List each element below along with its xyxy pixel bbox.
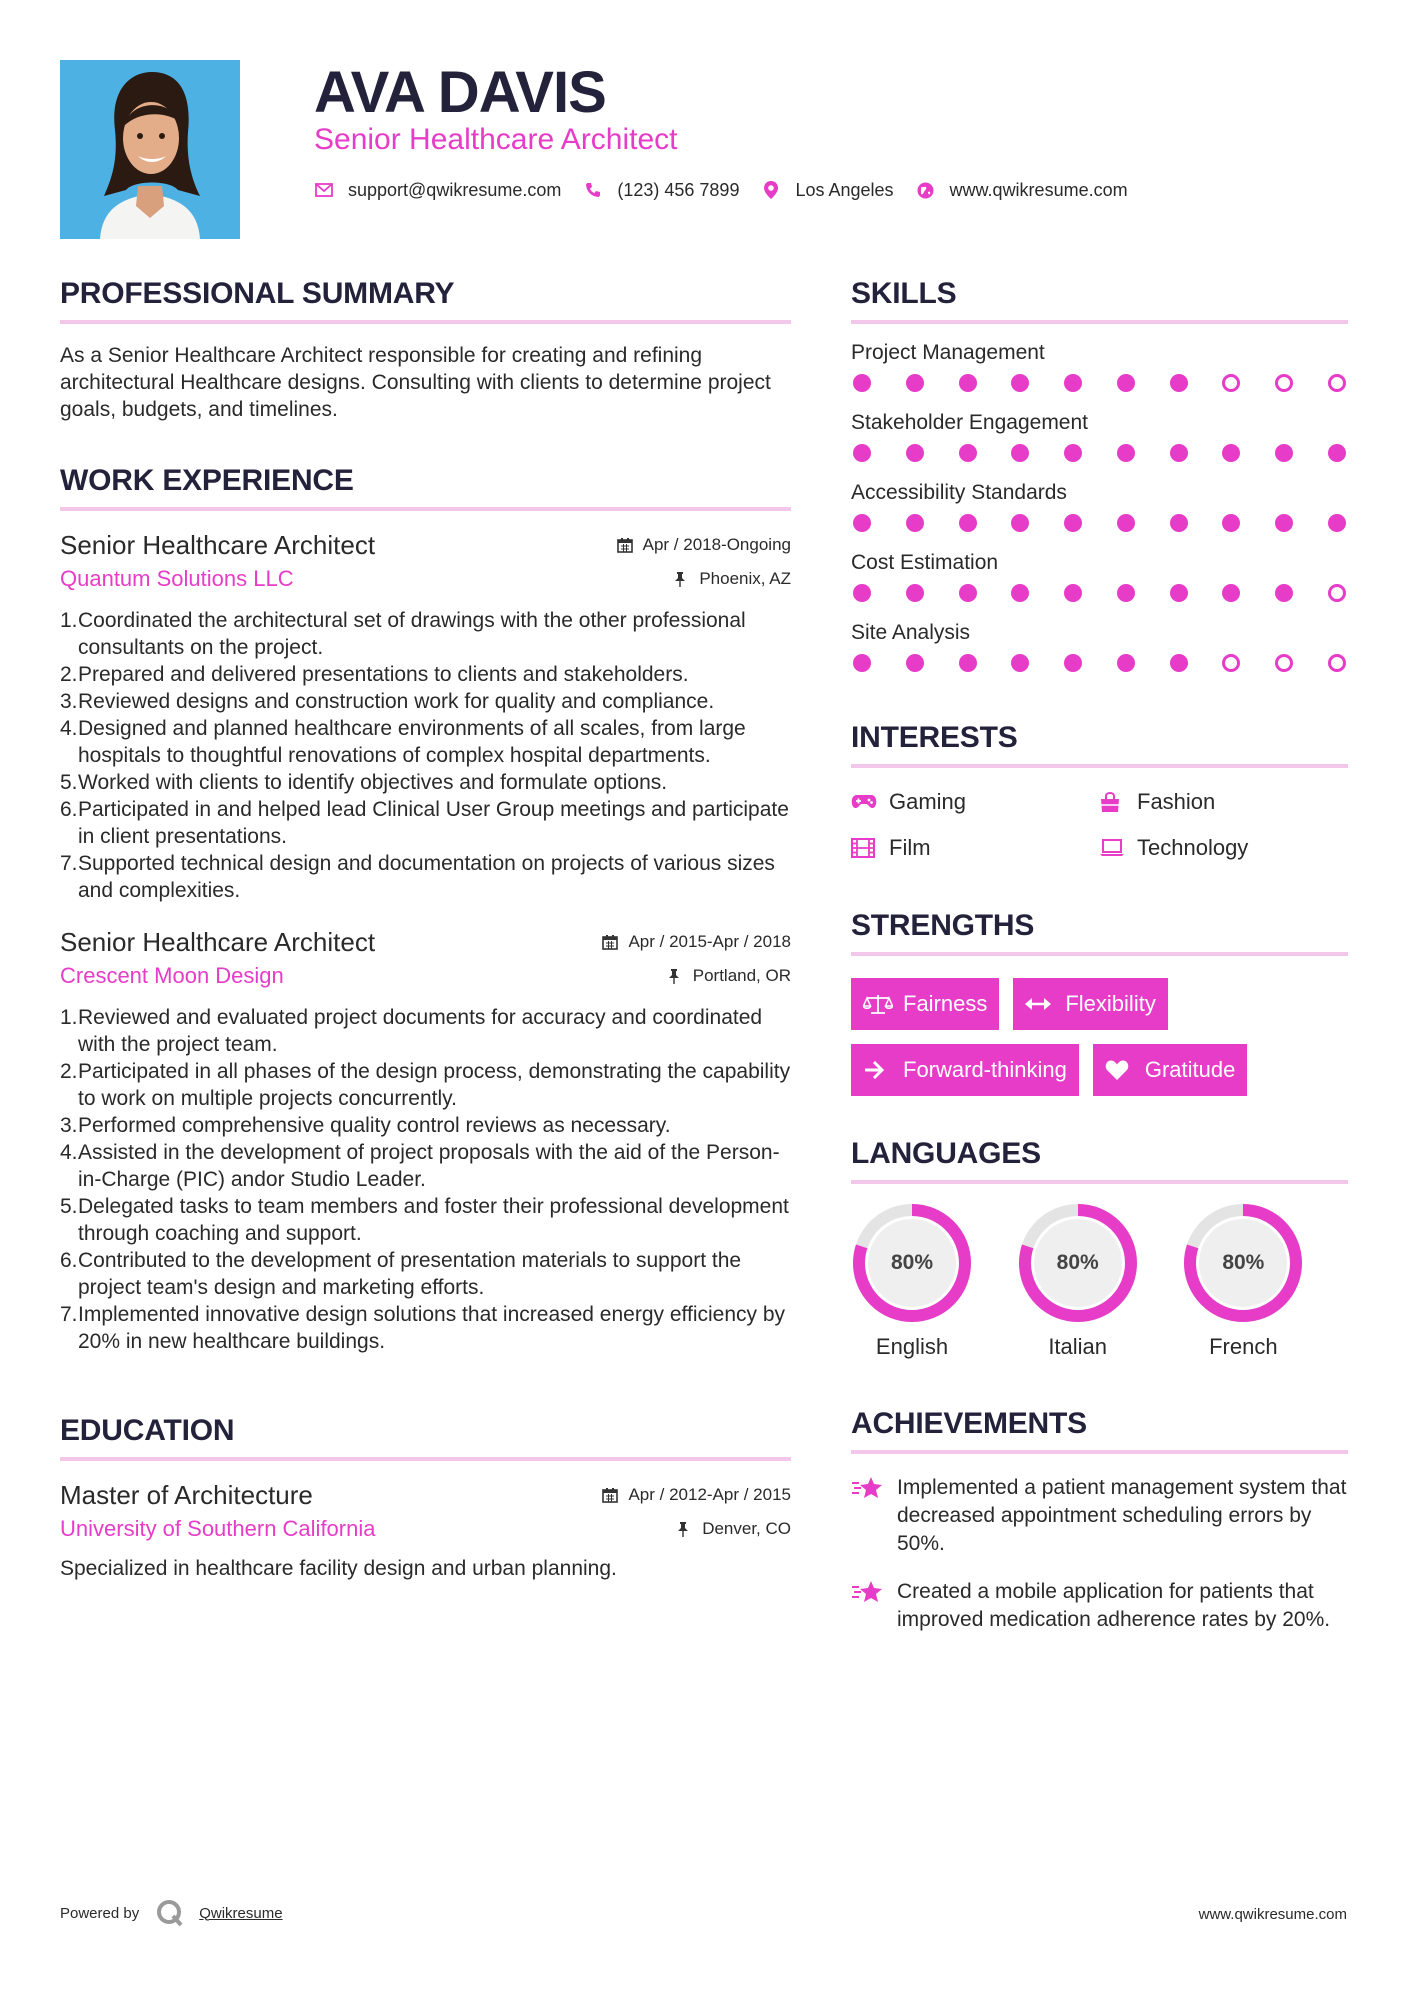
heart-icon xyxy=(1105,1059,1135,1081)
job-location: Portland, OR xyxy=(667,966,791,986)
strength-tag: Gratitude xyxy=(1093,1044,1248,1096)
job-location: Phoenix, AZ xyxy=(673,569,791,589)
skill-item xyxy=(851,408,1348,464)
languages-section xyxy=(851,1130,1348,1360)
list-item: 1. Reviewed and evaluated project documents for accuracy and coordinated with the project team. xyxy=(60,1006,763,1056)
summary-heading: PROFESSIONAL SUMMARY xyxy=(60,277,455,310)
rating-dot-empty xyxy=(1328,654,1346,672)
rating-dot-filled xyxy=(1064,584,1082,602)
phone-text: (123) 456 7899 xyxy=(617,179,740,200)
rating-dot-filled xyxy=(1117,514,1135,532)
rating-dot-filled xyxy=(1275,444,1293,462)
language-name: French xyxy=(1209,1334,1278,1359)
strengths-heading: STRENGTHS xyxy=(851,909,1035,942)
skill-rating xyxy=(851,652,1348,674)
language-percent: 80% xyxy=(890,1251,934,1274)
education-section xyxy=(60,1407,791,1582)
rating-dot-filled xyxy=(906,514,924,532)
list-item: 7. Implemented innovative design solutions that increased energy efficiency by 20% in new healthcare buildings. xyxy=(60,1303,786,1353)
job-bullets xyxy=(60,1004,791,1355)
skill-name: Project Management xyxy=(851,341,1045,364)
rating-dot-filled xyxy=(959,514,977,532)
list-item: 5. Delegated tasks to team members and foster their professional development through coaching and support. xyxy=(60,1195,789,1245)
skill-rating xyxy=(851,372,1348,394)
rating-dot-filled xyxy=(959,374,977,392)
rating-dot-filled xyxy=(906,584,924,602)
rating-dot-filled xyxy=(959,654,977,672)
phone-icon xyxy=(583,180,603,200)
footer-url[interactable]: www.qwikresume.com xyxy=(1198,1906,1347,1923)
contact-bar xyxy=(314,176,1150,204)
interest-item: Fashion xyxy=(1099,786,1347,818)
section-divider xyxy=(60,507,791,511)
job-bullets xyxy=(60,607,791,904)
envelope-icon xyxy=(314,180,334,200)
skill-name: Site Analysis xyxy=(851,621,971,644)
email-text: support@qwikresume.com xyxy=(348,179,562,200)
skill-rating xyxy=(851,512,1348,534)
list-item: 2. Prepared and delivered presentations to clients and stakeholders. xyxy=(60,663,689,686)
job-title: Senior Healthcare Architect xyxy=(60,530,376,560)
language-name: Italian xyxy=(1048,1334,1108,1359)
rating-dot-filled xyxy=(1064,444,1082,462)
skill-item xyxy=(851,618,1348,674)
rating-dot-empty xyxy=(1222,654,1240,672)
rating-dot-filled xyxy=(853,514,871,532)
education-description: Specialized in healthcare facility design and urban planning. xyxy=(60,1557,617,1580)
job-entry xyxy=(60,924,791,1355)
right-column xyxy=(851,270,1348,1634)
skill-name: Cost Estimation xyxy=(851,551,999,574)
interests-heading: INTERESTS xyxy=(851,721,1018,754)
location-text: Los Angeles xyxy=(795,179,894,200)
skill-item xyxy=(851,478,1348,534)
rating-dot-filled xyxy=(1011,444,1029,462)
laptop-icon xyxy=(1099,837,1125,859)
job-entry xyxy=(60,527,791,904)
interest-item: Technology xyxy=(1099,832,1347,864)
interests-section xyxy=(851,714,1348,864)
language-item xyxy=(1017,1202,1183,1360)
section-divider xyxy=(60,1457,791,1461)
section-divider xyxy=(851,320,1348,324)
job-title: Senior Healthcare Architect xyxy=(60,927,376,957)
job-date: Apr / 2015-Apr / 2018 xyxy=(602,932,791,952)
skill-name: Accessibility Standards xyxy=(851,481,1067,504)
calendar-icon xyxy=(602,1487,618,1503)
company-name: Crescent Moon Design xyxy=(60,963,284,988)
rating-dot-filled xyxy=(1170,654,1188,672)
footer-brand-link[interactable]: Qwikresume xyxy=(199,1904,283,1922)
rating-dot-filled xyxy=(1117,584,1135,602)
education-date: Apr / 2012-Apr / 2015 xyxy=(602,1485,791,1505)
shooting-star-icon xyxy=(851,1578,883,1606)
rating-dot-empty xyxy=(1275,654,1293,672)
skills-heading: SKILLS xyxy=(851,277,957,310)
list-item: 5. Worked with clients to identify objectives and formulate options. xyxy=(60,771,668,794)
contact-phone[interactable] xyxy=(583,180,739,201)
list-item: 7. Supported technical design and documentation on projects of various sizes and complexities. xyxy=(60,852,775,902)
language-percent: 80% xyxy=(1056,1251,1099,1274)
strength-tag: Fairness xyxy=(851,978,999,1030)
rating-dot-filled xyxy=(1275,584,1293,602)
achievement-item: Implemented a patient management system that decreased appointment scheduling errors by 50%. xyxy=(851,1474,1348,1558)
qwikresume-logo-icon xyxy=(155,1898,185,1928)
education-location: Denver, CO xyxy=(676,1519,791,1539)
arrow-right-icon xyxy=(863,1059,893,1081)
rating-dot-filled xyxy=(959,444,977,462)
achievement-item: Created a mobile application for patients that improved medication adherence rates by 20%. xyxy=(851,1578,1348,1634)
rating-dot-filled xyxy=(853,444,871,462)
achievements-heading: ACHIEVEMENTS xyxy=(851,1407,1087,1440)
candidate-name: AVA DAVIS xyxy=(314,60,606,125)
experience-heading: WORK EXPERIENCE xyxy=(60,464,354,497)
list-item: 3. Performed comprehensive quality control reviews as necessary. xyxy=(60,1114,671,1137)
rating-dot-filled xyxy=(1170,374,1188,392)
rating-dot-filled xyxy=(906,374,924,392)
rating-dot-filled xyxy=(906,654,924,672)
rating-dot-filled xyxy=(1064,654,1082,672)
school-name: University of Southern California xyxy=(60,1516,376,1541)
section-divider xyxy=(851,952,1348,956)
languages-heading: LANGUAGES xyxy=(851,1137,1041,1170)
list-item: 2. Participated in all phases of the design process, demonstrating the capability to work on multiple projects concurrently. xyxy=(60,1060,791,1110)
candidate-title: Senior Healthcare Architect xyxy=(314,123,678,156)
globe-icon xyxy=(916,180,936,200)
profile-photo xyxy=(60,60,240,239)
rating-dot-empty xyxy=(1222,374,1240,392)
list-item: 4. Designed and planned healthcare environments of all scales, from large hospitals to thoughtful renovations of complex hospital departments. xyxy=(60,717,746,767)
degree-title: Master of Architecture xyxy=(60,1480,313,1510)
company-name: Quantum Solutions LLC xyxy=(60,566,294,591)
rating-dot-empty xyxy=(1328,374,1346,392)
skill-item xyxy=(851,548,1348,604)
footer-powered-by: Powered by Qwikresume xyxy=(60,1898,283,1928)
rating-dot-filled xyxy=(1117,654,1135,672)
section-divider xyxy=(60,320,791,324)
film-icon xyxy=(851,837,877,859)
balance-scale-icon xyxy=(863,993,893,1015)
gamepad-icon xyxy=(851,791,877,813)
language-name: English xyxy=(875,1334,949,1359)
shopping-bag-icon xyxy=(1099,791,1125,813)
section-divider xyxy=(851,764,1348,768)
shooting-star-icon xyxy=(851,1474,883,1502)
rating-dot-filled xyxy=(1170,444,1188,462)
skills-section xyxy=(851,270,1348,674)
strength-tag: Forward-thinking xyxy=(851,1044,1079,1096)
pushpin-icon xyxy=(676,1521,692,1537)
rating-dot-filled xyxy=(853,374,871,392)
calendar-icon xyxy=(602,934,618,950)
interest-item: Gaming xyxy=(851,786,1099,818)
skill-rating xyxy=(851,582,1348,604)
list-item: 6. Contributed to the development of presentation materials to support the project team's design and marketing efforts. xyxy=(60,1249,742,1299)
left-column xyxy=(60,270,791,1582)
rating-dot-filled xyxy=(1011,374,1029,392)
summary-text: As a Senior Healthcare Architect responsible for creating and refining architectural Healthcare designs. Consulting with clients to determine project goals, budgets, and timelines. xyxy=(60,344,771,421)
rating-dot-empty xyxy=(1275,374,1293,392)
skill-item xyxy=(851,338,1348,394)
rating-dot-filled xyxy=(1170,514,1188,532)
contact-email[interactable] xyxy=(314,180,561,201)
rating-dot-filled xyxy=(1011,514,1029,532)
achievements-section xyxy=(851,1400,1348,1634)
contact-location xyxy=(761,180,893,201)
language-item xyxy=(1182,1202,1348,1360)
list-item: 6. Participated in and helped lead Clinical User Group meetings and participate in client presentations. xyxy=(60,798,789,848)
rating-dot-filled xyxy=(1222,584,1240,602)
language-progress-ring xyxy=(1017,1202,1139,1324)
rating-dot-filled xyxy=(1064,514,1082,532)
interest-item: Film xyxy=(851,832,1099,864)
language-item xyxy=(851,1202,1017,1360)
rating-dot-filled xyxy=(1011,584,1029,602)
strengths-section xyxy=(851,902,1348,1096)
rating-dot-filled xyxy=(1170,584,1188,602)
list-item: 3. Reviewed designs and construction work for quality and compliance. xyxy=(60,690,715,713)
rating-dot-filled xyxy=(959,584,977,602)
education-heading: EDUCATION xyxy=(60,1414,235,1447)
rating-dot-filled xyxy=(1328,444,1346,462)
language-progress-ring xyxy=(851,1202,973,1324)
section-divider xyxy=(851,1180,1348,1184)
map-pin-icon xyxy=(761,180,781,200)
website-text: www.qwikresume.com xyxy=(949,179,1128,200)
experience-section xyxy=(60,457,791,1355)
rating-dot-filled xyxy=(906,444,924,462)
skill-rating xyxy=(851,442,1348,464)
pushpin-icon xyxy=(673,571,689,587)
skill-name: Stakeholder Engagement xyxy=(851,411,1088,434)
list-item: 4. Assisted in the development of project proposals with the aid of the Person-in-Charge (PIC) andor Studio Leader. xyxy=(60,1141,780,1191)
job-date: Apr / 2018-Ongoing xyxy=(617,535,791,555)
summary-section xyxy=(60,270,791,423)
rating-dot-filled xyxy=(853,654,871,672)
strength-tag: Flexibility xyxy=(1013,978,1167,1030)
rating-dot-filled xyxy=(1222,444,1240,462)
contact-website[interactable] xyxy=(916,180,1128,201)
section-divider xyxy=(851,1450,1348,1454)
pushpin-icon xyxy=(667,968,683,984)
rating-dot-empty xyxy=(1328,584,1346,602)
rating-dot-filled xyxy=(853,584,871,602)
rating-dot-filled xyxy=(1328,514,1346,532)
rating-dot-filled xyxy=(1064,374,1082,392)
rating-dot-filled xyxy=(1117,374,1135,392)
rating-dot-filled xyxy=(1117,444,1135,462)
language-percent: 80% xyxy=(1222,1251,1265,1274)
rating-dot-filled xyxy=(1011,654,1029,672)
language-progress-ring xyxy=(1182,1202,1304,1324)
list-item: 1. Coordinated the architectural set of drawings with the other professional consultants on the project. xyxy=(60,609,746,659)
rating-dot-filled xyxy=(1275,514,1293,532)
arrows-horizontal-icon xyxy=(1025,993,1055,1015)
calendar-icon xyxy=(617,537,633,553)
rating-dot-filled xyxy=(1222,514,1240,532)
